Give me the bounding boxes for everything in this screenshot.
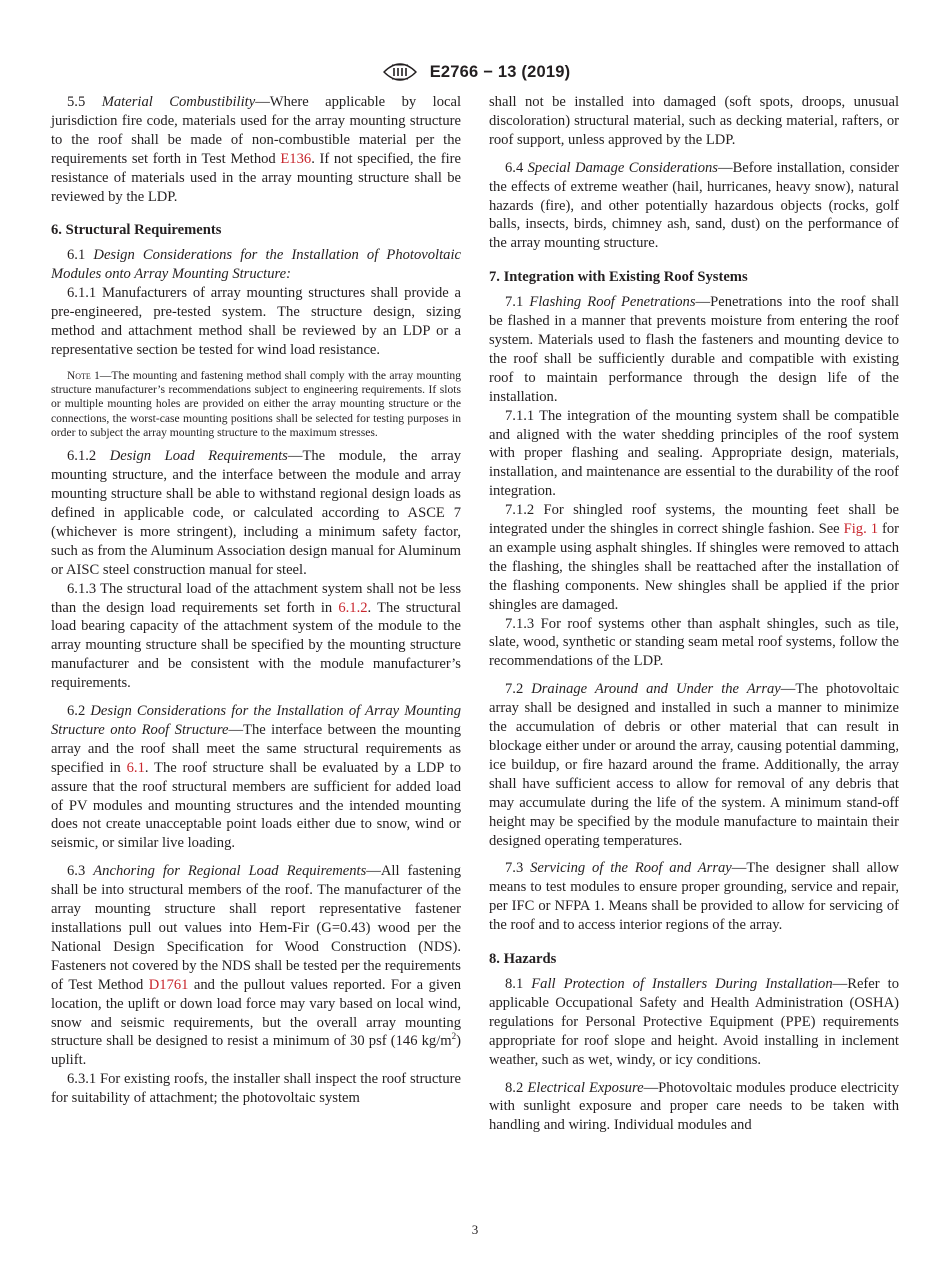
section-7-1-1: 7.1.1 The integration of the mounting system shall be compatible and aligned with the water shedding principles of the roof system with proper flashing and sealing. Appropriate design, materials, installation, and maintenance are essential to the durability of the roof integration. <box>489 407 899 500</box>
section-6-3-1-continued: shall not be installed into damaged (soft spots, droops, unusual discoloration) structural material, such as decking material, rafters, or roof support, unless approved by the LDP. <box>489 94 899 148</box>
section-7-2: 7.2 Drainage Around and Under the Array—The photovoltaic array shall be designed and installed in such a manner to minimize the accumulation of debris or other material that can result in blockage either under or around the array, causing potential damming, ice buildup, or fire hazard around the frame. Additionally, the array shall have sufficient access to allow for removal of any debris that may accumulate during the life of the system. A minimum stand-off height may be specified by the module manufacture to maintain their designed operating temperatures. <box>489 681 900 849</box>
page-header <box>0 58 950 86</box>
section-6-4: 6.4 Special Damage Considerations—Before installation, consider the effects of extreme weather (hail, hurricanes, heavy snow), natural hazards (fire), and other potentially hazardous objects (rocks, golf balls, insects, birds, chimney ash, sand, dust) on the performance of the array mounting structure. <box>489 159 899 252</box>
section-8-2: 8.2 Electrical Exposure—Photovoltaic modules produce electricity with sunlight exposure and proper care needs to be taken with handling and wiring. Individual modules and <box>489 1079 900 1134</box>
section-8-1: 8.1 Fall Protection of Installers During Installation—Refer to applicable Occupational Safety and Health Administration (OSHA) regulations for Personal Protective Equipment (PPE) requirements appropriate for roof slope and height. Avoid installing in inclement weather, such as wet, windy, or icy conditions. <box>489 975 899 1068</box>
link-d1761[interactable]: D1761 <box>148 976 189 993</box>
section-6-3: 6.3 Anchoring for Regional Load Requirements—All fastening shall be into structural members of the roof. The manufacturer of the array mounting structure shall report representative fastener installations pull out values into Hem-Fir (G=0.43) wood per the National Design Specification for Wood Construction (NDS). Fasteners not covered by the NDS shall be tested per the requirements of Test Method D1761 and the pullout values reported. For a given location, the uplift or down load force may vary based on local wind, snow and seismic requirements, but the overall array mounting structure shall be designed to resist a minimum of 30 psf (146 $kg/m^2$) uplift. <box>51 863 462 1069</box>
section-6-1-1: 6.1.1 Manufacturers of array mounting structures shall provide a pre-engineered, pre-tested system. The structure design, sizing method and attachment method shall be reviewed by an LDP or a representative section be tested for wind load resistance. <box>51 285 461 358</box>
section-6-1-2: 6.1.2 Design Load Requirements—The module, the array mounting structure, and the interface between the module and array mounting structure shall be able to withstand regional design loads as defined in applicable code, or calculated according to ASCE 7 (whichever is more stringent), including a minimum safety factor, such as from the Aluminum Association design manual for Aluminum or AISC steel construction manual for steel. <box>51 448 461 578</box>
page-number: 3 <box>471 1222 479 1237</box>
left-column <box>51 93 461 1108</box>
section-7-1-2: 7.1.2 For shingled roof systems, the mounting feet shall be integrated under the shingles in correct shingle fashion. See Fig. 1 for an example using asphalt shingles. If shingles were removed to attach the flashing, the shingles shall be reattached after the installation of the flashing components. New shingles shall be applied if the prior shingles are damaged. <box>489 502 899 613</box>
link-fig-1[interactable]: Fig. 1 <box>843 521 879 538</box>
document-designation: E2766 − 13 (2019) <box>429 62 571 81</box>
right-column <box>489 93 899 1135</box>
heading-7: 7. Integration with Existing Roof Systems <box>489 269 748 286</box>
section-6-1: 6.1 Design Considerations for the Installation of Photovoltaic Modules onto Array Mounting Structure: <box>51 247 461 283</box>
section-7-1: 7.1 Flashing Roof Penetrations—Penetrations into the roof shall be flashed in a manner that prevents moisture from entering the roof system. Materials used to flash the fasteners and mounting device to the roof shall be sufficiently durable and compatible with existing roof to maintain performance through the design life of the installation. <box>489 294 899 405</box>
section-5-5: 5.5 Material Combustibility—Where applicable by local jurisdiction fire code, materials used for the array mounting structure to the roof shall be made of non-combustible material per the requirements set forth in Test Method E136. If not specified, the fire resistance of materials used in the array mounting structure shall be reviewed by the LDP. <box>51 94 462 205</box>
heading-6: 6. Structural Requirements <box>51 222 222 239</box>
section-6-3-1: 6.3.1 For existing roofs, the installer shall inspect the roof structure for suitability of attachment; the photovoltaic system <box>51 1071 461 1107</box>
heading-8: 8. Hazards <box>489 951 557 968</box>
section-6-1-3: 6.1.3 The structural load of the attachment system shall not be less than the design load requirements set forth in 6.1.2. The structural load bearing capacity of the attachment system of the module to the array mounting structure shall be specified by the mounting structure manufacturer and be consistent with the module manufacturer’s requirements. <box>51 580 461 692</box>
link-e136[interactable]: E136 <box>280 150 312 167</box>
section-6-2: 6.2 Design Considerations for the Installation of Array Mounting Structure onto Roof Structure—The interface between the mounting array and the roof shall meet the same structural requirements as specified in 6.1. The roof structure shall be evaluated by a LDP to assure that the roof structural members are sufficient for added load of PV modules and mounting structures and the intended mounting does not create unacceptable point loads either due to snow, wind or seismic, or similar live loading. <box>51 703 461 852</box>
section-7-1-3: 7.1.3 For roof systems other than asphalt shingles, such as tile, slate, wood, synthetic or standing seam metal roof systems, follow the recommendations of the LDP. <box>489 615 899 670</box>
note-1: Note 1—The mounting and fastening method shall comply with the array mounting structure manufacturer’s recommendations subject to engineering requirements. If slots or multiple mounting holes are provided on either the array mounting structure or the connections, the worst-case mounting positions shall be selected for testing purposes in order to subject the array mounting structure to the maximum stresses. <box>51 368 462 439</box>
link-6-1[interactable]: 6.1 <box>126 759 145 776</box>
section-7-3: 7.3 Servicing of the Roof and Array—The designer shall allow means to test modules to ensure proper grounding, service and repair, per IFC or NFPA 1. Means shall be provided to allow for servicing of the roof and to access interior regions of the array. <box>489 860 899 934</box>
astm-logo-icon <box>380 58 420 86</box>
link-6-1-2[interactable]: 6.1.2 <box>338 599 368 616</box>
